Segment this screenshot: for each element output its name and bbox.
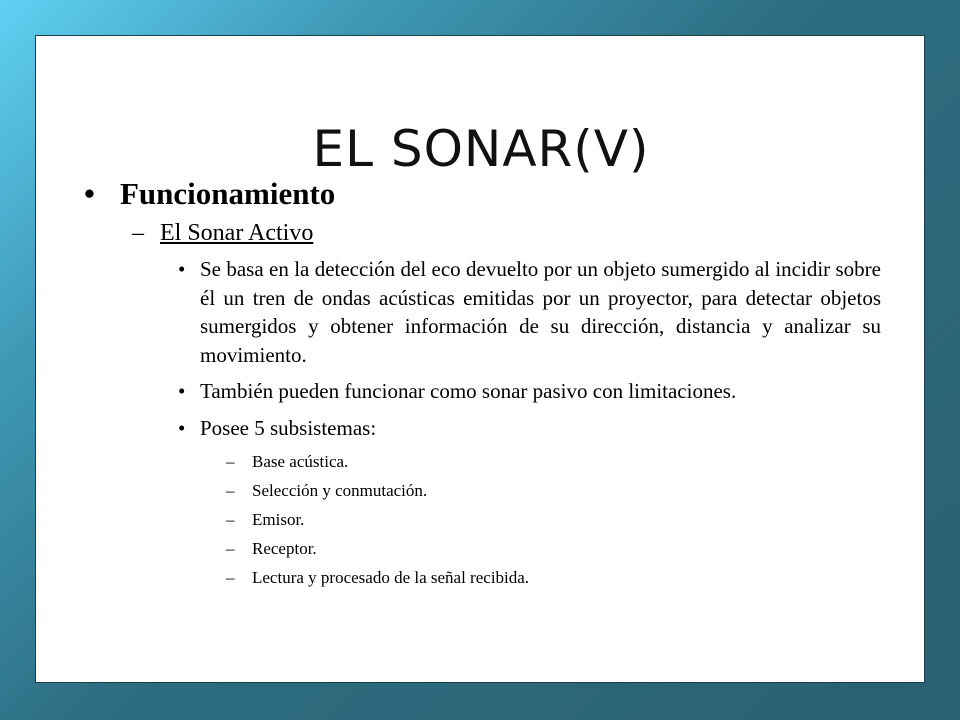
point-item	[178, 414, 881, 443]
subsystem-item	[226, 482, 881, 500]
dash-icon: –	[226, 568, 235, 587]
dash-icon: –	[132, 220, 144, 246]
subsystem-text: Base acústica.	[252, 452, 349, 471]
heading-item	[84, 176, 881, 212]
point-text: También pueden funcionar como sonar pasivo con limitaciones.	[200, 379, 737, 403]
slide-title: EL SONAR(V)	[312, 120, 650, 178]
dash-icon: –	[226, 481, 235, 500]
bullet-icon: •	[178, 257, 186, 281]
subsystem-text: Emisor.	[252, 510, 305, 529]
point-item	[178, 377, 881, 406]
subsystem-text: Lectura y procesado de la señal recibida.	[252, 568, 530, 587]
bullet-icon: •	[178, 415, 186, 440]
bullet-icon: •	[178, 379, 186, 403]
subsystem-item	[226, 540, 881, 558]
heading-text: Funcionamiento	[120, 176, 336, 211]
dash-icon: –	[226, 510, 235, 529]
subsystem-item	[226, 453, 881, 471]
point-text: Posee 5 subsistemas:	[200, 415, 377, 440]
slide-content	[84, 176, 881, 587]
subsystem-text: Receptor.	[252, 539, 317, 558]
dash-icon: –	[226, 452, 235, 471]
point-item	[178, 255, 881, 369]
point-text: Se basa en la detección del eco devuelto por un objeto sumergido al incidir sobre él un tren de ondas acústicas emitidas por un proyector, para detectar objetos sumergidos y obtener información de su dirección, distancia y analizar su movimiento.	[200, 257, 881, 367]
subheading-text: El Sonar Activo	[160, 220, 314, 246]
subsystem-text: Selección y conmutación.	[252, 481, 428, 500]
dash-icon: –	[226, 539, 235, 558]
subsystem-item	[226, 511, 881, 529]
subsystem-item	[226, 569, 881, 587]
subheading-item	[132, 220, 881, 247]
slide-panel	[35, 35, 925, 683]
bullet-icon: •	[84, 176, 95, 211]
